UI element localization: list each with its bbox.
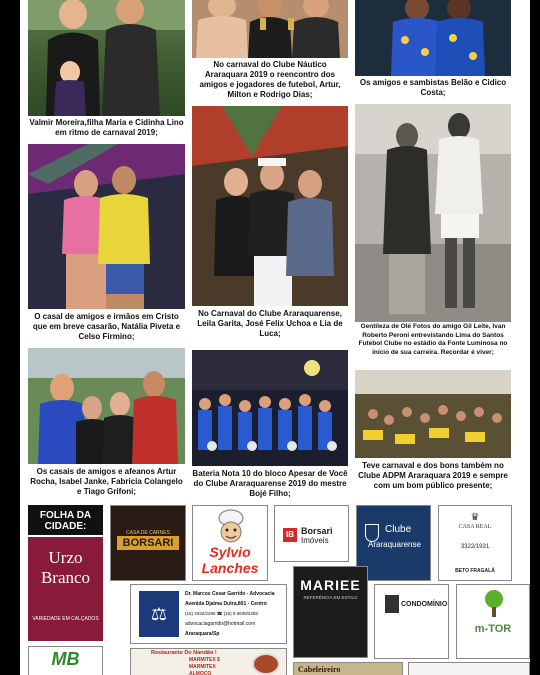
ad-mariee-name: MARIEE: [300, 577, 361, 593]
ad-mariee: [293, 566, 368, 658]
ad-casareal-phone: 3322/1931: [460, 544, 490, 550]
caption-clube-araraquarense: No Carnaval do Clube Araraquarense, Leila Garita, José Felix Uchoa e Lia de Luca;: [197, 309, 343, 338]
borsari-imoveis-logo-icon: IB: [283, 528, 297, 542]
photo-valmir-family: [28, 0, 185, 116]
ad-adv-address: Avenida Djalma Dutra,801 - Centro: [185, 601, 267, 607]
food-plate-icon: [252, 653, 280, 675]
ad-cabeleireiro-name: Cabeleireiro: [298, 665, 341, 674]
caption-peroni-lima: Gentileza de Olé Fotos do amigo Gil Leite, Ivan Roberto Peroni entrevistando Lima do Santos Futebol Clube no estádio da Fonte Luminosa no início de sua carreira. Recordar é viver;: [358, 323, 508, 356]
ad-cabeleireiro: [293, 662, 403, 675]
ad-adv-phone: (16) 3332/2286 ☎ (16) 9 9638/2258: [185, 611, 258, 616]
photo-clube-araraquarense: [192, 106, 348, 306]
photo-art: [28, 0, 185, 116]
ad-urzo-tagline: VARIEDADE EM CALÇADOS: [32, 616, 99, 622]
building-icon: [385, 595, 399, 613]
ad-adv-city: Araraquara/Sp: [185, 631, 220, 637]
ad-advocacia-garrido: [130, 584, 287, 644]
caption-valmir: Valmir Moreira,filha Maria e Cidinha Lino em ritmo de carnaval 2019;: [29, 118, 184, 137]
ad-mariee-tagline: REFERÊNCIA EM ESTILO: [303, 595, 358, 600]
ad-borsari-imoveis-name-1: Borsari: [301, 526, 333, 536]
ad-condominio: [374, 584, 449, 659]
ad-casa-real: [438, 505, 512, 581]
ad-m-tor: [456, 584, 530, 659]
photo-casal-cristo: [28, 144, 185, 309]
photo-art: [192, 0, 348, 58]
ad-sylvio-lanches: [192, 505, 268, 581]
ad-borsari-imoveis: [274, 505, 349, 562]
ad-mb-name: MB: [51, 649, 80, 669]
newspaper-page: [20, 0, 530, 675]
photo-art: [355, 104, 511, 322]
ad-casareal-owner: BETO FRAGALÁ: [455, 568, 495, 574]
ad-borsari-imoveis-name-2: Imóveis: [301, 536, 329, 545]
ad-restaurante-nandao: [130, 648, 287, 675]
ad-casareal-name: CASA REAL: [458, 524, 492, 530]
scales-of-justice-icon: ⚖: [139, 591, 179, 637]
chef-icon: [193, 508, 268, 548]
ad-urzo-name-1: Urzo: [48, 548, 83, 567]
caption-nautico: No carnaval do Clube Náutico Araraquara 2019 o reencontro dos amigos e jogadores de futebol, Artur, Milton e Rodrigo Dias;: [199, 60, 341, 99]
photo-peroni-lima: [355, 104, 511, 322]
ad-adv-name: Dr. Marcos Cesar Garrido - Advocacia: [185, 591, 275, 597]
ad-sylvio-name-2: Lanches: [201, 560, 259, 576]
ad-mtor-name: m-TOR: [474, 623, 512, 635]
photo-sambistas: [355, 0, 511, 76]
ad-restaurante-name: Restaurante Do Nandão !: [151, 650, 217, 656]
ad-marmitex-2: MARMITEX: [189, 664, 216, 670]
photo-art: [28, 144, 185, 309]
caption-casal-cristo: O casal de amigos e irmãos em Cristo que em breve casarão, Natália Piveta e Celso Firmino;: [32, 312, 181, 341]
ad-borsari-name: BORSARI: [117, 536, 179, 550]
crown-icon: ♛: [470, 512, 480, 523]
ad-sylvio-name-1: Sylvio: [209, 544, 251, 560]
ad-urzo-branco: [28, 537, 103, 641]
ad-folha-label: FOLHA DA CIDADE:: [39, 510, 92, 532]
ad-casa-de-carnes-borsari: [110, 505, 186, 581]
ad-almoco: ALMOÇO: [189, 671, 212, 675]
ad-folha-da-cidade: [28, 505, 103, 535]
photo-art: [192, 350, 348, 466]
photo-nautico-friends: [192, 0, 348, 58]
caption-casais-afeanos: Os casais de amigos e afeanos Artur Rocha, Isabel Janke, Fabricia Colangelo e Tiago Grifoni;: [30, 467, 183, 496]
caption-sambistas: Os amigos e sambistas Belão e Cidico Costa;: [359, 78, 507, 97]
caption-adpm: Teve carnaval e dos bons também no Clube ADPM Araraquara 2019 e sempre com um bom público presente;: [358, 461, 508, 490]
ad-marmitex-1: MARMITEX $: [189, 657, 220, 663]
photo-art: [355, 370, 511, 458]
photo-art: [28, 348, 185, 464]
ad-borsari-top: CASA DE CARNES: [126, 530, 170, 536]
photo-casais-afeanos: [28, 348, 185, 464]
ad-condominio-name: CONDOMÍNIO: [401, 601, 448, 608]
tree-icon: [479, 589, 509, 619]
ad-clube-name-2: Araraquarense: [368, 540, 421, 549]
ad-clube-name-1: Clube: [385, 524, 412, 535]
photo-bateria: [192, 350, 348, 466]
ad-bottom-right: [408, 662, 530, 675]
photo-art: [192, 106, 348, 306]
photo-art: [355, 0, 511, 76]
ad-urzo-name-2: Branco: [40, 568, 91, 587]
ad-adv-email: advocaciagarrido@hotmail.com: [185, 621, 256, 627]
caption-bateria: Bateria Nota 10 do bloco Apesar de Você do Clube Araraquarense 2019 do mestre Bojé Filho;: [192, 469, 348, 498]
ad-mb: [28, 646, 103, 675]
photo-adpm: [355, 370, 511, 458]
